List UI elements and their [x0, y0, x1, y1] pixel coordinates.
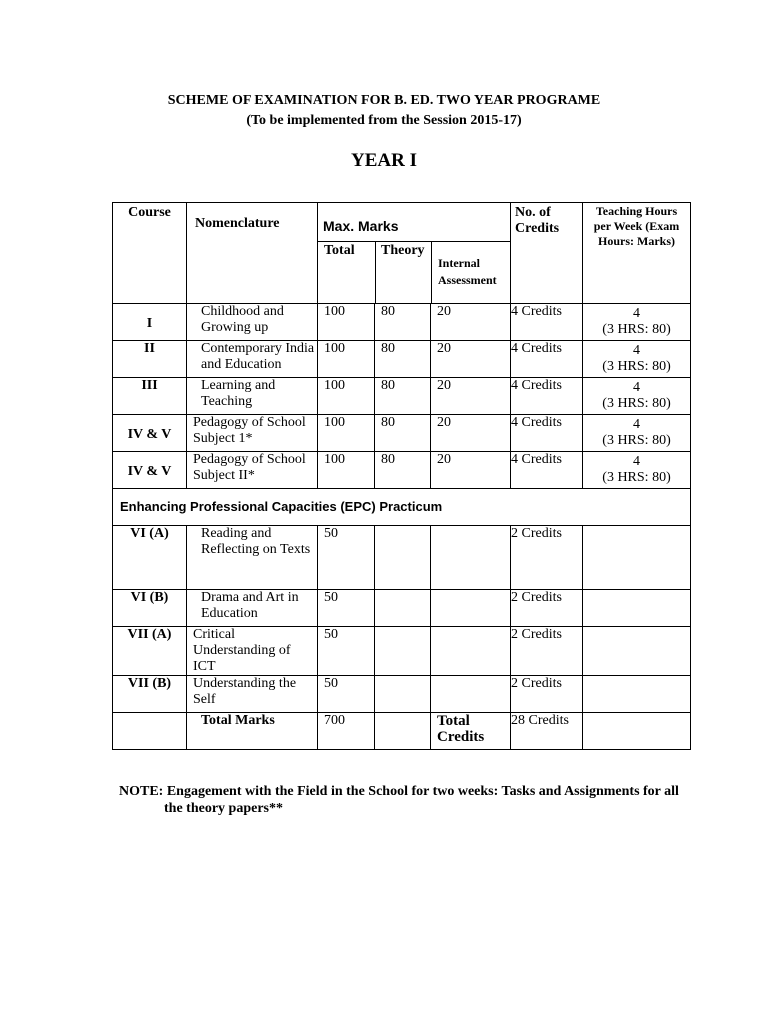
course-name: Drama and Art in Education: [187, 590, 318, 627]
totals-row: [113, 713, 691, 750]
course-name: Critical Understanding of ICT: [187, 627, 318, 676]
course-name: Contemporary India and Education: [187, 341, 318, 378]
course-code: IV & V: [113, 452, 187, 489]
total-marks: 100: [318, 304, 375, 341]
total-marks: 100: [318, 378, 375, 415]
note-line-1: NOTE: Engagement with the Field in the School for two weeks: Tasks and Assignments for all: [119, 784, 679, 799]
totals-theory-blank: [375, 713, 431, 750]
course-code: III: [113, 378, 187, 415]
epc-heading: Enhancing Professional Capacities (EPC) Practicum: [113, 489, 691, 526]
course-code: II: [113, 341, 187, 378]
theory-marks: 80: [375, 378, 431, 415]
epc-heading-row: [113, 489, 691, 526]
table-row: [113, 378, 691, 415]
internal-marks: 20: [431, 304, 511, 341]
document-title: SCHEME OF EXAMINATION FOR B. ED. TWO YEAR PROGRAME: [167, 93, 601, 108]
header-nomenclature: Nomenclature: [187, 203, 318, 304]
internal-marks: [431, 676, 511, 713]
credits: 4 Credits: [511, 452, 583, 489]
internal-marks: 20: [431, 341, 511, 378]
teaching-hours: 4 (3 HRS: 80): [583, 452, 691, 489]
table-row: [113, 526, 691, 590]
total-marks: 50: [318, 526, 375, 590]
course-name: Pedagogy of School Subject II*: [187, 452, 318, 489]
header-max-marks: Max. Marks: [323, 218, 399, 234]
header-total: Total: [324, 243, 355, 258]
table-row: [113, 627, 691, 676]
header-theory: Theory: [381, 243, 425, 258]
totals-hours-blank: [583, 713, 691, 750]
totals-blank: [113, 713, 187, 750]
theory-marks: [375, 590, 431, 627]
teaching-hours: 4 (3 HRS: 80): [583, 415, 691, 452]
total-marks: 100: [318, 452, 375, 489]
header-course: Course: [113, 203, 187, 304]
note-line-2: the theory papers**: [164, 801, 283, 816]
theory-marks: [375, 676, 431, 713]
total-marks: 50: [318, 590, 375, 627]
credits: 4 Credits: [511, 304, 583, 341]
teaching-hours: [583, 627, 691, 676]
internal-marks: 20: [431, 415, 511, 452]
document-subtitle: (To be implemented from the Session 2015-17): [246, 113, 522, 128]
teaching-hours: 4 (3 HRS: 80): [583, 341, 691, 378]
course-name: Understanding the Self: [187, 676, 318, 713]
total-marks-label: Total Marks: [187, 713, 318, 750]
table-header-row: [113, 203, 691, 304]
total-credits-label: Total Credits: [431, 713, 511, 750]
course-code: VII (A): [113, 627, 187, 676]
teaching-hours: [583, 676, 691, 713]
theory-marks: 80: [375, 304, 431, 341]
credits: 4 Credits: [511, 341, 583, 378]
table-row: [113, 590, 691, 627]
internal-marks: 20: [431, 452, 511, 489]
theory-marks: 80: [375, 452, 431, 489]
credits: 2 Credits: [511, 627, 583, 676]
course-name: Childhood and Growing up: [187, 304, 318, 341]
theory-marks: [375, 627, 431, 676]
credits: 2 Credits: [511, 590, 583, 627]
table-row: [113, 341, 691, 378]
total-credits-value: 28 Credits: [511, 713, 583, 750]
credits: 2 Credits: [511, 676, 583, 713]
credits: 4 Credits: [511, 378, 583, 415]
table-row: [113, 676, 691, 713]
credits: 2 Credits: [511, 526, 583, 590]
course-code: VII (B): [113, 676, 187, 713]
course-code: IV & V: [113, 415, 187, 452]
course-code: VI (B): [113, 590, 187, 627]
total-marks: 100: [318, 341, 375, 378]
total-marks: 100: [318, 415, 375, 452]
total-marks-value: 700: [318, 713, 375, 750]
theory-marks: 80: [375, 341, 431, 378]
course-code: VI (A): [113, 526, 187, 590]
exam-scheme-table: [112, 202, 691, 750]
total-marks: 50: [318, 676, 375, 713]
teaching-hours: [583, 590, 691, 627]
teaching-hours: 4 (3 HRS: 80): [583, 378, 691, 415]
year-heading: YEAR I: [351, 150, 417, 171]
course-name: Learning and Teaching: [187, 378, 318, 415]
theory-marks: 80: [375, 415, 431, 452]
course-code: I: [113, 304, 187, 341]
table-row: [113, 304, 691, 341]
note: [119, 783, 719, 817]
credits: 4 Credits: [511, 415, 583, 452]
header-internal-assessment: Internal Assessment: [438, 256, 497, 287]
header-credits: No. of Credits: [511, 203, 583, 304]
total-marks: 50: [318, 627, 375, 676]
course-name: Reading and Reflecting on Texts: [187, 526, 318, 590]
internal-marks: 20: [431, 378, 511, 415]
header-teaching-hours: Teaching Hours per Week (Exam Hours: Marks): [583, 203, 691, 304]
theory-marks: [375, 526, 431, 590]
table-row: [113, 452, 691, 489]
table-row: [113, 415, 691, 452]
course-name: Pedagogy of School Subject 1*: [187, 415, 318, 452]
header-max-marks-group: [318, 203, 511, 304]
internal-marks: [431, 590, 511, 627]
teaching-hours: 4 (3 HRS: 80): [583, 304, 691, 341]
teaching-hours: [583, 526, 691, 590]
internal-marks: [431, 627, 511, 676]
internal-marks: [431, 526, 511, 590]
